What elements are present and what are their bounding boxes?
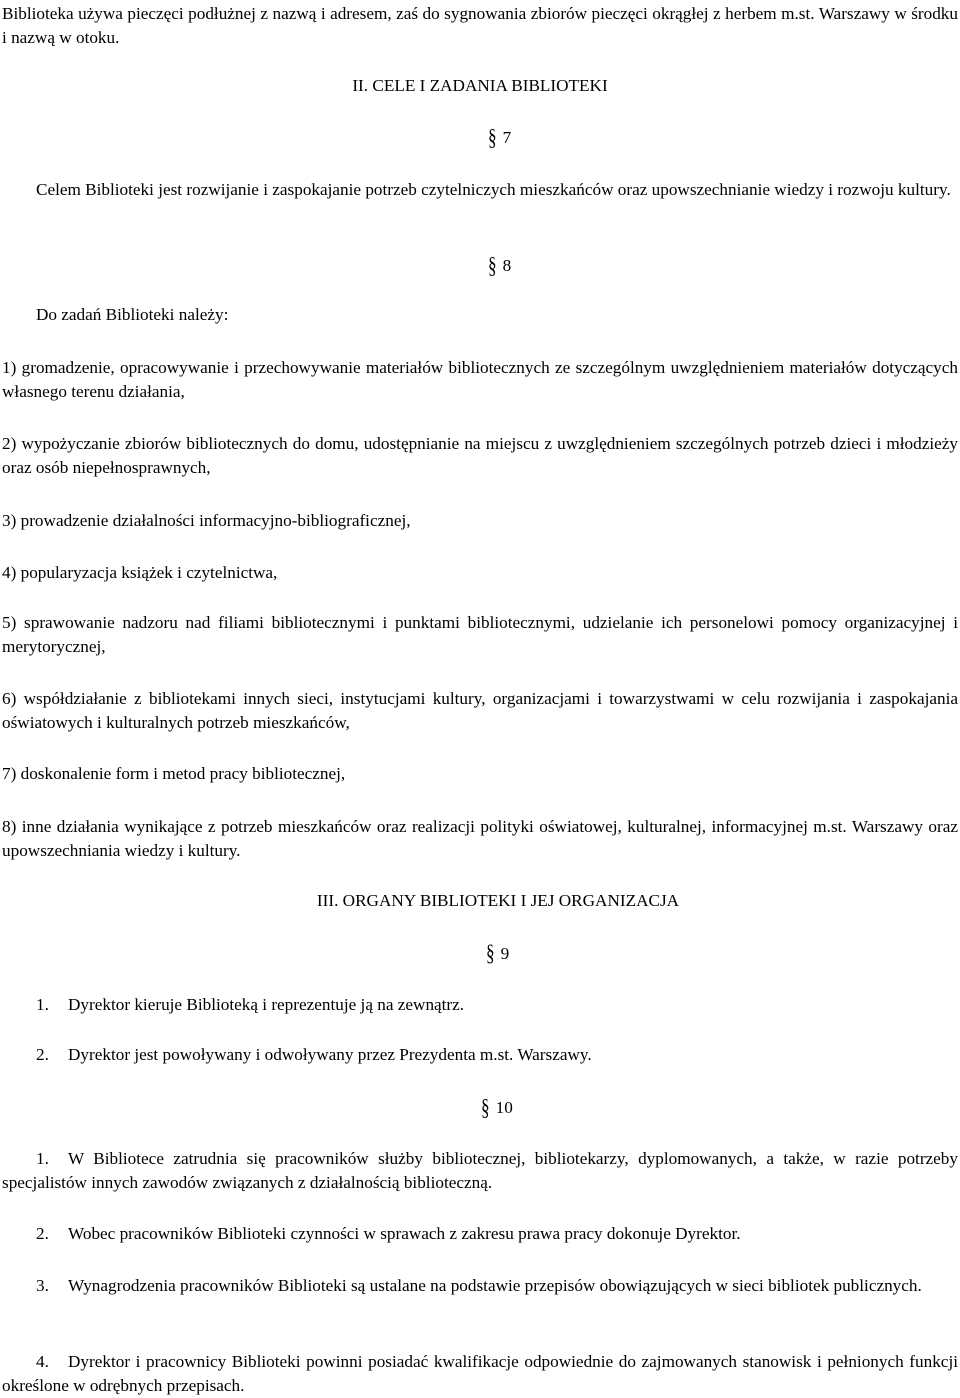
section-sign-icon: § <box>488 124 497 151</box>
task-item: 5) sprawowanie nadzoru nad filiami bibliotecznymi i punktami bibliotecznymi, udzielanie ich personelowi pomocy organizacyjnej i merytorycznej, <box>2 613 958 656</box>
item-number: 2. <box>36 1224 49 1243</box>
staff-item <box>2 1147 958 1195</box>
task-item: 1) gromadzenie, opracowywanie i przechowywanie materiałów bibliotecznych ze szczególnym uwzględnieniem materiałów dotyczących własnego terenu działania, <box>2 358 958 401</box>
director-item <box>36 993 958 1017</box>
staff-item <box>2 1350 958 1398</box>
task-item: 7) doskonalenie form i metod pracy bibliotecznej, <box>2 764 346 783</box>
item-number: 1. <box>36 1149 49 1168</box>
item-number: 4. <box>36 1352 49 1371</box>
intro-paragraph: Biblioteka używa pieczęci podłużnej z nazwą i adresem, zaś do sygnowania zbiorów pieczęci okrągłej z herbem m.st. Warszawy w środku i nazwą w otoku. <box>2 4 958 47</box>
paragraph-8-heading <box>488 254 511 278</box>
item-text: Dyrektor i pracownicy Biblioteki powinni posiadać kwalifikacje odpowiednie do zajmowanych stanowisk i pełnionych funkcji określone w odrębnych przepisach. <box>2 1352 958 1395</box>
section-sign-icon: § <box>486 940 495 967</box>
paragraph-number: 7 <box>502 128 512 147</box>
paragraph-9-heading <box>486 942 509 966</box>
paragraph-10-heading <box>481 1096 513 1120</box>
section-sign-icon: § <box>488 252 497 279</box>
director-item <box>36 1043 958 1067</box>
item-text: Dyrektor kieruje Biblioteką i reprezentuje ją na zewnątrz. <box>68 995 465 1014</box>
task-item: 3) prowadzenie działalności informacyjno-bibliograficznej, <box>2 511 411 530</box>
paragraph-number: 10 <box>495 1098 513 1117</box>
item-text: Wynagrodzenia pracowników Biblioteki są ustalane na podstawie przepisów obowiązujących w sieci bibliotek publicznych. <box>68 1276 922 1295</box>
task-item: 4) popularyzacja książek i czytelnictwa, <box>2 563 278 582</box>
item-number: 3. <box>36 1276 49 1295</box>
task-item: 2) wypożyczanie zbiorów bibliotecznych do domu, udostępnianie na miejscu z uwzględnieniem szczególnych potrzeb dzieci i młodzieży oraz osób niepełnosprawnych, <box>2 434 958 477</box>
item-number: 2. <box>36 1045 49 1064</box>
staff-item <box>36 1222 958 1246</box>
staff-item <box>2 1274 958 1298</box>
item-number: 1. <box>36 995 49 1014</box>
task-item: 6) współdziałanie z bibliotekami innych sieci, instytucjami kultury, organizacjami i towarzystwami w celu rozwijania i zaspokajania oświatowych i kulturalnych potrzeb mieszkańców, <box>2 689 958 732</box>
task-item: 8) inne działania wynikające z potrzeb mieszkańców oraz realizacji polityki oświatowej, kulturalnej, informacyjnej m.st. Warszawy oraz upowszechniania wiedzy i kultury. <box>2 817 958 860</box>
paragraph-number: 8 <box>502 256 512 275</box>
paragraph-7-heading <box>488 126 511 150</box>
section-2-heading: II. CELE I ZADANIA BIBLIOTEKI <box>352 76 608 95</box>
section-sign-icon: § <box>481 1094 490 1121</box>
item-text: Dyrektor jest powoływany i odwoływany przez Prezydenta m.st. Warszawy. <box>68 1045 592 1064</box>
paragraph-number: 9 <box>500 944 510 963</box>
item-text: W Bibliotece zatrudnia się pracowników służby bibliotecznej, bibliotekarzy, dyplomowanych, a także, w razie potrzeby specjalistów innych zawodów związanych z działalnością biblioteczną. <box>2 1149 958 1192</box>
section-3-heading: III. ORGANY BIBLIOTEKI I JEJ ORGANIZACJA <box>316 891 680 910</box>
paragraph-8-lead: Do zadań Biblioteki należy: <box>36 305 229 324</box>
item-text: Wobec pracowników Biblioteki czynności w sprawach z zakresu prawa pracy dokonuje Dyrektor. <box>68 1224 741 1243</box>
paragraph-7-text: Celem Biblioteki jest rozwijanie i zaspokajanie potrzeb czytelniczych mieszkańców oraz upowszechnianie wiedzy i rozwoju kultury. <box>36 180 951 199</box>
